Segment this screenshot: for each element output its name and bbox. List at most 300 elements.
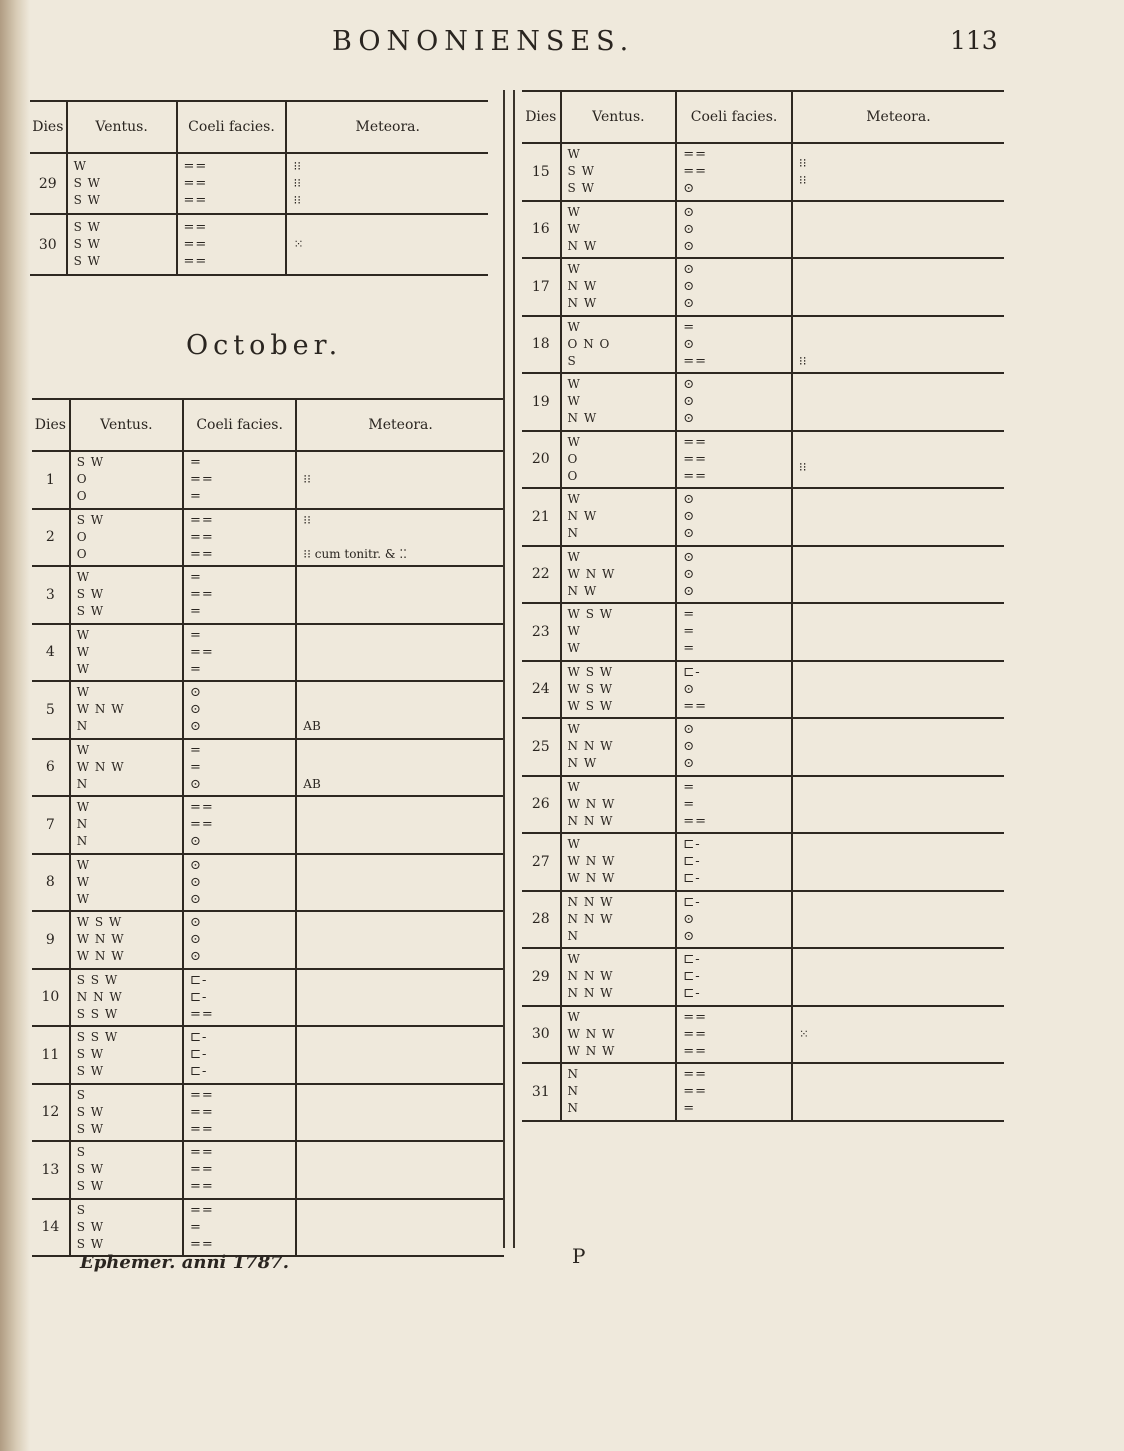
meteora-note-cell (296, 624, 504, 682)
sky-symbol: ⊙ (683, 722, 696, 738)
sky-symbol: ⊙ (683, 204, 696, 220)
table-row (522, 1063, 1004, 1121)
wind-direction: W (76, 874, 91, 889)
wind-direction: N W (567, 583, 598, 598)
day-number: 30 (522, 1006, 561, 1064)
table-row (32, 624, 504, 682)
day-number: 29 (30, 153, 67, 214)
table-row (522, 891, 1004, 949)
wind-direction: W (76, 570, 91, 585)
wind-direction-cell (70, 969, 183, 1027)
meteora-note-cell (296, 509, 504, 567)
day-number: 19 (522, 373, 561, 431)
wind-direction-cell (70, 1084, 183, 1142)
sky-symbol-cell (676, 546, 792, 604)
column-header-coeli-facies: Coeli facies. (183, 399, 296, 451)
sky-symbol: ⊙ (683, 181, 696, 197)
wind-direction: S (76, 1202, 86, 1217)
day-number: 13 (32, 1141, 70, 1199)
wind-direction: S W (73, 193, 101, 207)
sky-symbol-cell (183, 1084, 296, 1142)
sky-symbol: == (190, 546, 214, 562)
wind-direction-cell (561, 718, 677, 776)
wind-direction-cell (70, 1199, 183, 1257)
day-number: 2 (32, 509, 70, 567)
table-row (522, 776, 1004, 834)
wind-direction: N W (567, 411, 598, 426)
sky-symbol: == (190, 529, 214, 545)
wind-direction: S W (567, 181, 595, 196)
column-divider (503, 90, 515, 1248)
sky-symbol: ⊙ (190, 834, 202, 850)
table-row (32, 969, 504, 1027)
wind-direction: W (73, 159, 87, 173)
wind-direction: S W (73, 176, 101, 190)
wind-direction-cell (561, 431, 677, 489)
sky-symbol-cell (676, 258, 792, 316)
sky-symbol: = (683, 641, 696, 657)
day-number: 17 (522, 258, 561, 316)
column-header-meteora: Meteora. (296, 399, 504, 451)
wind-direction: N (567, 928, 580, 943)
meteora-note-cell (792, 431, 1004, 489)
sky-symbol: ⊙ (683, 911, 696, 927)
table-row (30, 153, 488, 214)
wind-direction: S S W (76, 972, 119, 987)
sky-symbol-cell (183, 624, 296, 682)
table-row (522, 431, 1004, 489)
wind-direction: W (76, 891, 91, 906)
column-header-coeli-facies: Coeli facies. (676, 91, 792, 143)
column-header-dies: Dies (522, 91, 561, 143)
meteora-note-cell (296, 911, 504, 969)
sky-symbol: ⊏- (683, 854, 701, 870)
wind-direction: O (76, 529, 88, 544)
signature-mark: P (572, 1244, 586, 1268)
column-header-meteora: Meteora. (792, 91, 1004, 143)
sky-symbol: == (183, 254, 208, 269)
wind-direction: S W (76, 1047, 105, 1062)
wind-direction: W (567, 204, 581, 219)
wind-direction-cell (70, 624, 183, 682)
wind-direction: W (567, 262, 581, 277)
wind-direction: N N W (567, 739, 614, 754)
wind-direction-cell (70, 566, 183, 624)
sky-symbol: ⊏- (683, 837, 701, 853)
meteora-note-cell (792, 661, 1004, 719)
sky-symbol-cell (676, 1006, 792, 1064)
sky-symbol: ⊙ (683, 492, 696, 508)
wind-direction: W (76, 661, 91, 676)
sky-symbol: ⊙ (190, 685, 202, 701)
sky-symbol-cell (183, 451, 296, 509)
footer-ephemeris: Ephemer. anni 1787. (80, 1252, 290, 1273)
wind-direction: W (567, 624, 581, 639)
wind-direction: W (567, 722, 581, 737)
wind-direction-cell (561, 546, 677, 604)
wind-direction: S (76, 1145, 86, 1160)
day-number: 5 (32, 681, 70, 739)
wind-direction: N (567, 1084, 580, 1099)
wind-direction: N (76, 817, 89, 832)
wind-direction: W N W (567, 796, 616, 811)
october-table-left (32, 398, 504, 1257)
meteora-note-cell (296, 969, 504, 1027)
sky-symbol: == (683, 1067, 708, 1083)
sky-symbol-cell (177, 214, 287, 275)
sky-symbol: == (190, 587, 214, 603)
day-number: 31 (522, 1063, 561, 1121)
day-number: 12 (32, 1084, 70, 1142)
meteora-note-cell (296, 1141, 504, 1199)
sky-symbol: ⊏- (190, 1030, 208, 1046)
wind-direction: W (567, 319, 581, 334)
wind-direction-cell (561, 776, 677, 834)
sky-symbol: ⊙ (190, 891, 202, 907)
meteora-note-cell (296, 566, 504, 624)
table-row (32, 911, 504, 969)
table-header-row (32, 399, 504, 451)
meteora-note-cell (792, 948, 1004, 1006)
wind-direction: O (76, 472, 88, 487)
wind-direction: W N W (567, 566, 616, 581)
wind-direction: S W (76, 604, 105, 619)
wind-direction-cell (70, 1141, 183, 1199)
day-number: 6 (32, 739, 70, 797)
sky-symbol-cell (676, 891, 792, 949)
sky-symbol: = (683, 779, 696, 795)
sky-symbol: == (683, 1026, 708, 1042)
sky-symbol: == (683, 1043, 708, 1059)
sky-symbol: ⊏- (190, 1064, 208, 1080)
sky-symbol-cell (183, 509, 296, 567)
sky-symbol: == (183, 176, 208, 191)
table-row (522, 546, 1004, 604)
wind-direction: S W (76, 587, 105, 602)
sky-symbol: ⊙ (683, 756, 696, 772)
table-row (32, 1141, 504, 1199)
meteora-note (303, 684, 504, 701)
sky-symbol: ⊙ (683, 681, 696, 697)
table-row (522, 603, 1004, 661)
meteora-note-cell (792, 373, 1004, 431)
wind-direction: O (76, 489, 88, 504)
sky-symbol: ⊙ (683, 377, 696, 393)
meteora-note: ⁝⁝ (798, 155, 807, 170)
sky-symbol: ⊙ (683, 411, 696, 427)
table-row (32, 681, 504, 739)
sky-symbol: == (190, 817, 214, 833)
wind-direction: W (76, 742, 91, 757)
october-table-right (522, 90, 1004, 1122)
wind-direction: N N W (567, 969, 614, 984)
day-number: 8 (32, 854, 70, 912)
wind-direction: S W (76, 1179, 105, 1194)
wind-direction: W (567, 549, 581, 564)
meteora-note: ⁝⁝ (798, 460, 807, 475)
sky-symbol: == (190, 1121, 214, 1137)
meteora-note: ⁝⁝ cum tonitr. & ⁚⁚ (303, 546, 407, 561)
sky-symbol: ⊏- (683, 664, 701, 680)
sky-symbol: ⊙ (190, 857, 202, 873)
meteora-note-cell (792, 718, 1004, 776)
wind-direction: S W (73, 254, 101, 268)
meteora-note (799, 442, 1004, 459)
wind-direction: W (567, 221, 581, 236)
september-table (30, 100, 488, 276)
sky-symbol: ⊙ (683, 526, 696, 542)
sky-symbol: = (190, 627, 202, 643)
day-number: 14 (32, 1199, 70, 1257)
column-header-coeli-facies: Coeli facies. (177, 101, 287, 153)
wind-direction-cell (70, 911, 183, 969)
sky-symbol: == (190, 472, 214, 488)
wind-direction: N (76, 719, 89, 734)
sky-symbol: ⊙ (683, 296, 696, 312)
meteora-note (799, 336, 1004, 353)
table-row (522, 718, 1004, 776)
day-number: 30 (30, 214, 67, 275)
sky-symbol: ⊙ (683, 549, 696, 565)
meteora-note-cell (296, 451, 504, 509)
sky-symbol: == (683, 353, 708, 369)
sky-symbol: = (190, 455, 202, 471)
sky-symbol-cell (676, 488, 792, 546)
sky-symbol: ⊙ (190, 776, 202, 792)
wind-direction-cell (561, 603, 677, 661)
meteora-note-cell (296, 854, 504, 912)
wind-direction: S S W (76, 1006, 119, 1021)
sky-symbol-cell (676, 201, 792, 259)
sky-symbol: = (190, 661, 202, 677)
sky-symbol: ⊙ (190, 719, 202, 735)
sky-symbol: == (683, 813, 708, 829)
wind-direction: N N W (567, 911, 614, 926)
sky-symbol-cell (177, 153, 287, 214)
wind-direction: W S W (567, 664, 614, 679)
meteora-note: ⁝⁝ (798, 172, 807, 187)
sky-symbol-cell (676, 431, 792, 489)
wind-direction: W (567, 394, 581, 409)
wind-direction-cell (561, 143, 677, 201)
sky-symbol: == (190, 1236, 214, 1252)
sky-symbol: ⊏- (683, 871, 701, 887)
meteora-note-cell (792, 201, 1004, 259)
wind-direction: W N W (567, 871, 616, 886)
meteora-note: ⁝⁝ (798, 353, 807, 368)
table-row (522, 316, 1004, 374)
sky-symbol: ⊙ (683, 394, 696, 410)
day-number: 24 (522, 661, 561, 719)
table-row (522, 1006, 1004, 1064)
wind-direction: W (76, 644, 91, 659)
wind-direction: W S W (567, 607, 614, 622)
column-header-ventus: Ventus. (67, 101, 177, 153)
sky-symbol: ⊙ (190, 932, 202, 948)
wind-direction: S W (76, 1121, 105, 1136)
day-number: 4 (32, 624, 70, 682)
sky-symbol: ⊏- (683, 894, 701, 910)
meteora-note-cell (296, 681, 504, 739)
sky-symbol-cell (676, 776, 792, 834)
table-row (522, 833, 1004, 891)
wind-direction-cell (561, 1063, 677, 1121)
meteora-note-cell (792, 1063, 1004, 1121)
meteora-note-cell (792, 316, 1004, 374)
wind-direction-cell (561, 488, 677, 546)
sky-symbol: = (190, 489, 202, 505)
table-row (32, 509, 504, 567)
sky-symbol: = (190, 759, 202, 775)
wind-direction: W (567, 434, 581, 449)
table-row (32, 1084, 504, 1142)
sky-symbol: ⊙ (190, 915, 202, 931)
column-header-dies: Dies (30, 101, 67, 153)
sky-symbol-cell (183, 796, 296, 854)
sky-symbol: ⊙ (190, 702, 202, 718)
table-row (522, 143, 1004, 201)
sky-symbol: ⊏- (190, 1047, 208, 1063)
meteora-note-cell (792, 546, 1004, 604)
sky-symbol-cell (676, 143, 792, 201)
sky-symbol-cell (183, 1199, 296, 1257)
sky-symbol: ⊙ (683, 262, 696, 278)
table-row (522, 948, 1004, 1006)
day-number: 20 (522, 431, 561, 489)
wind-direction: N (567, 1101, 580, 1116)
meteora-note (799, 319, 1004, 336)
day-number: 25 (522, 718, 561, 776)
sky-symbol-cell (183, 681, 296, 739)
day-number: 23 (522, 603, 561, 661)
meteora-note-cell (792, 833, 1004, 891)
sky-symbol: = (190, 742, 202, 758)
day-number: 10 (32, 969, 70, 1027)
sky-symbol: == (683, 1009, 708, 1025)
sky-symbol-cell (183, 911, 296, 969)
wind-direction-cell (67, 153, 177, 214)
sky-symbol: ⊙ (190, 949, 202, 965)
sky-symbol: ⊙ (683, 238, 696, 254)
wind-direction: S W (76, 455, 105, 470)
wind-direction-cell (561, 201, 677, 259)
day-number: 9 (32, 911, 70, 969)
sky-symbol: == (683, 434, 708, 450)
sky-symbol-cell (676, 1063, 792, 1121)
sky-symbol: = (683, 1101, 696, 1117)
sky-symbol: == (183, 193, 208, 208)
wind-direction: W (567, 952, 581, 967)
wind-direction: O (567, 451, 579, 466)
sky-symbol: ⊏- (190, 972, 208, 988)
wind-direction-cell (70, 509, 183, 567)
sky-symbol: == (683, 451, 708, 467)
day-number: 21 (522, 488, 561, 546)
wind-direction-cell (70, 796, 183, 854)
wind-direction: S (567, 353, 577, 368)
sky-symbol: == (183, 159, 208, 174)
wind-direction: W S W (76, 915, 123, 930)
sky-symbol-cell (183, 566, 296, 624)
table-row (522, 661, 1004, 719)
day-number: 1 (32, 451, 70, 509)
column-header-meteora: Meteora. (286, 101, 488, 153)
sky-symbol: == (683, 698, 708, 714)
sky-symbol: ⊙ (683, 336, 696, 352)
sky-symbol: ⊙ (683, 509, 696, 525)
sky-symbol: ⊙ (683, 221, 696, 237)
sky-symbol: ⊙ (683, 739, 696, 755)
wind-direction: W N W (76, 702, 125, 717)
page-title: BONONIENSES. (332, 26, 635, 57)
wind-direction: O (567, 468, 579, 483)
wind-direction: N (567, 526, 580, 541)
sky-symbol-cell (183, 854, 296, 912)
wind-direction: W (567, 1009, 581, 1024)
wind-direction: W (567, 492, 581, 507)
wind-direction-cell (70, 451, 183, 509)
sky-symbol-cell (676, 718, 792, 776)
wind-direction: W (567, 837, 581, 852)
meteora-note (303, 529, 504, 546)
table-row (32, 1026, 504, 1084)
wind-direction: W N W (567, 1026, 616, 1041)
column-header-ventus: Ventus. (561, 91, 677, 143)
wind-direction: W N W (76, 932, 125, 947)
sky-symbol: ⊙ (683, 279, 696, 295)
meteora-note-cell (286, 153, 488, 214)
wind-direction-cell (561, 948, 677, 1006)
meteora-note: AB (303, 719, 321, 734)
meteora-note: ⁝⁝ (293, 193, 302, 207)
meteora-note: ⁝⁝ (303, 472, 311, 487)
wind-direction-cell (561, 316, 677, 374)
meteora-note: ⁝⁝ (293, 176, 302, 190)
wind-direction: N N W (567, 894, 614, 909)
meteora-note-cell (296, 1084, 504, 1142)
wind-direction: N N W (76, 989, 123, 1004)
weather-table (522, 90, 1004, 1122)
sky-symbol: == (190, 1179, 214, 1195)
sky-symbol-cell (676, 316, 792, 374)
meteora-note (303, 742, 504, 759)
wind-direction-cell (561, 258, 677, 316)
sky-symbol: == (190, 644, 214, 660)
wind-direction: S W (76, 1064, 105, 1079)
sky-symbol: == (190, 800, 214, 816)
wind-direction: N (76, 776, 89, 791)
wind-direction-cell (561, 833, 677, 891)
wind-direction: N (567, 1067, 580, 1082)
wind-direction: W (567, 779, 581, 794)
sky-symbol: ⊏- (190, 989, 208, 1005)
day-number: 28 (522, 891, 561, 949)
wind-direction: W S W (567, 698, 614, 713)
sky-symbol: == (190, 1202, 214, 1218)
wind-direction: W N W (76, 949, 125, 964)
sky-symbol: == (190, 1162, 214, 1178)
meteora-note-cell (792, 488, 1004, 546)
meteora-note (303, 759, 504, 776)
meteora-note: ⁙ (293, 237, 304, 251)
day-number: 16 (522, 201, 561, 259)
wind-direction-cell (561, 373, 677, 431)
sky-symbol: == (683, 468, 708, 484)
wind-direction: N W (567, 509, 598, 524)
wind-direction: S W (76, 1104, 105, 1119)
day-number: 3 (32, 566, 70, 624)
table-row (32, 796, 504, 854)
